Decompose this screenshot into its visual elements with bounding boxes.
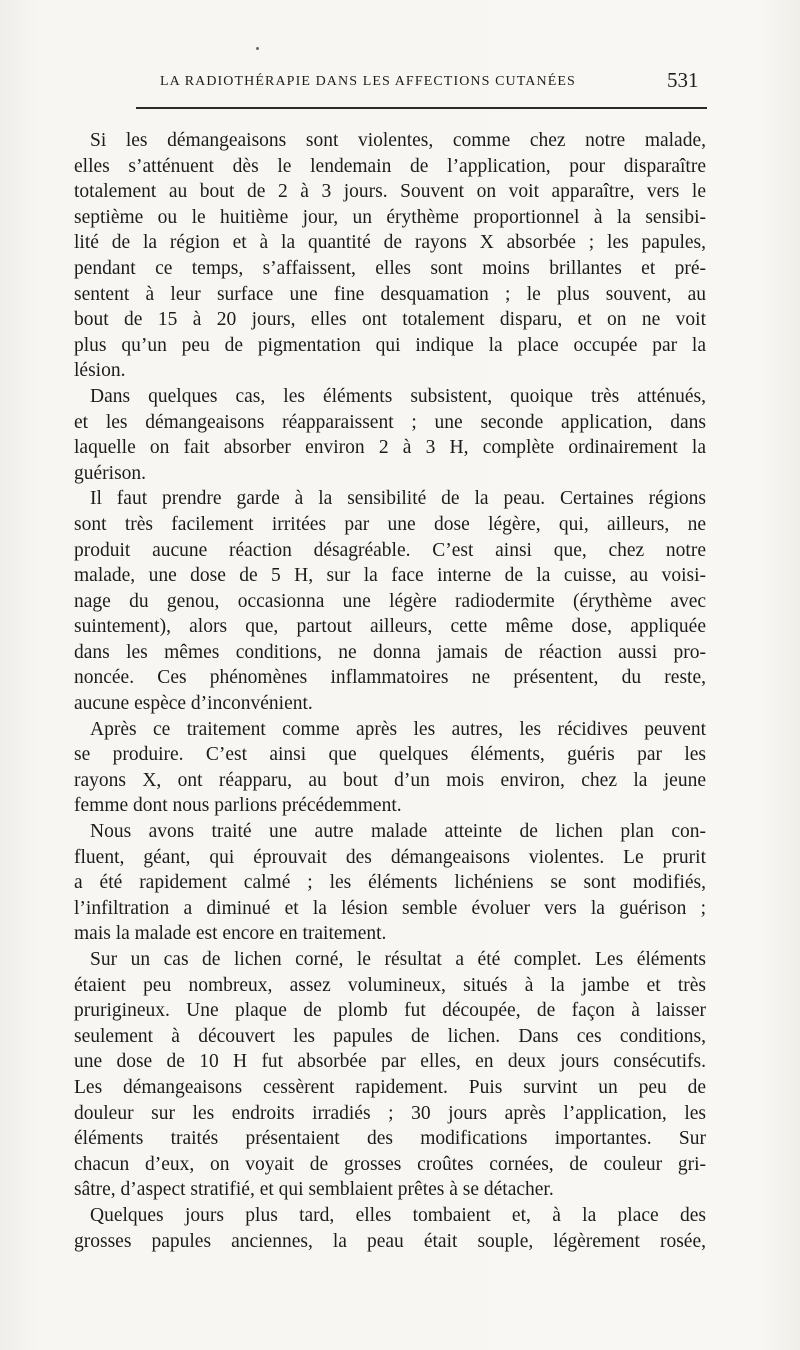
text-line: Nous avons traité une autre malade atteinte de lichen plan con- xyxy=(90,821,706,843)
text-line: septième ou le huitième jour, un érythème proportionnel à la sensibi- xyxy=(74,206,706,228)
text-line: étaient peu nombreux, assez volumineux, situés à la jambe et très xyxy=(74,974,706,996)
text-line: pendant ce temps, s’affaissent, elles sont moins brillantes et pré- xyxy=(74,257,706,279)
text-line: rayons X, ont réapparu, au bout d’un mois environ, chez la jeune xyxy=(74,769,706,791)
text-line: Si les démangeaisons sont violentes, comme chez notre malade, xyxy=(90,130,706,151)
running-title: LA RADIOTHÉRAPIE DANS LES AFFECTIONS CUTANÉES xyxy=(160,74,576,89)
text-line: a été rapidement calmé ; les éléments lichéniens se sont modifiés, xyxy=(74,872,706,894)
text-line: grosses papules anciennes, la peau était souple, légèrement rosée, xyxy=(74,1230,706,1252)
text-line: lésion. xyxy=(74,360,126,382)
header-rule xyxy=(136,107,707,109)
text-line: guérison. xyxy=(74,462,147,484)
text-line: bout de 15 à 20 jours, elles ont totalement disparu, et on ne voit xyxy=(74,309,706,331)
text-line: prurigineux. Une plaque de plomb fut découpée, de façon à laisser xyxy=(74,1000,706,1022)
text-line: éléments traités présentaient des modifications importantes. Sur xyxy=(74,1128,706,1150)
text-line: Les démangeaisons cessèrent rapidement. Puis survint un peu de xyxy=(74,1076,706,1098)
text-line: Sur un cas de lichen corné, le résultat a été complet. Les éléments xyxy=(90,949,706,970)
text-line: chacun d’eux, on voyait de grosses croûtes cornées, de couleur gri- xyxy=(74,1153,706,1175)
text-line: lité de la région et à la quantité de rayons X absorbée ; les papules, xyxy=(74,232,706,254)
text-line: Il faut prendre garde à la sensibilité de la peau. Certaines régions xyxy=(90,488,706,510)
text-line: Après ce traitement comme après les autres, les récidives peuvent xyxy=(90,718,706,740)
text-line: Dans quelques cas, les éléments subsistent, quoique très atténués, xyxy=(90,385,706,407)
text-line: une dose de 10 H fut absorbée par elles, en deux jours consécutifs. xyxy=(74,1051,706,1073)
text-line: femme dont nous parlions précédemment. xyxy=(74,795,402,817)
text-line: sentent à leur surface une fine desquamation ; le plus souvent, au xyxy=(74,283,706,305)
text-line: douleur sur les endroits irradiés ; 30 jours après l’application, les xyxy=(74,1102,706,1124)
text-line: aucune espèce d’inconvénient. xyxy=(74,693,313,715)
text-line: mais la malade est encore en traitement. xyxy=(74,923,387,945)
text-line: suintement), alors que, partout ailleurs, cette même dose, appliquée xyxy=(74,616,706,638)
text-line: nage du genou, occasionna une légère radiodermite (érythème avec xyxy=(74,590,706,612)
page-number: 531 xyxy=(667,68,699,92)
text-line: seulement à découvert les papules de lichen. Dans ces conditions, xyxy=(74,1025,706,1047)
text-line: elles s’atténuent dès le lendemain de l’application, pour disparaître xyxy=(74,155,706,177)
print-speck xyxy=(256,47,259,50)
body-text xyxy=(74,128,706,1254)
text-line: et les démangeaisons réapparaissent ; une seconde application, dans xyxy=(74,411,706,433)
text-line: produit aucune réaction désagréable. C’est ainsi que, chez notre xyxy=(74,539,706,561)
text-line: noncée. Ces phénomènes inflammatoires ne présentent, du reste, xyxy=(74,667,706,689)
text-line: sont très facilement irritées par une dose légère, qui, ailleurs, ne xyxy=(74,513,706,535)
text-line: se produire. C’est ainsi que quelques éléments, guéris par les xyxy=(74,744,706,766)
text-line: sâtre, d’aspect stratifié, et qui semblaient prêtes à se détacher. xyxy=(74,1179,554,1201)
text-line: totalement au bout de 2 à 3 jours. Souvent on voit apparaître, vers le xyxy=(74,181,706,203)
text-line: dans les mêmes conditions, ne donna jamais de réaction aussi pro- xyxy=(74,641,706,663)
text-line: malade, une dose de 5 H, sur la face interne de la cuisse, au voisi- xyxy=(74,565,706,587)
text-line: plus qu’un peu de pigmentation qui indique la place occupée par la xyxy=(74,334,706,356)
text-line: fluent, géant, qui éprouvait des démangeaisons violentes. Le prurit xyxy=(74,846,706,868)
text-line: l’infiltration a diminué et la lésion semble évoluer vers la guérison ; xyxy=(74,897,706,919)
text-line: Quelques jours plus tard, elles tombaient et, à la place des xyxy=(90,1204,706,1226)
text-line: laquelle on fait absorber environ 2 à 3 H, complète ordinairement la xyxy=(74,437,706,459)
